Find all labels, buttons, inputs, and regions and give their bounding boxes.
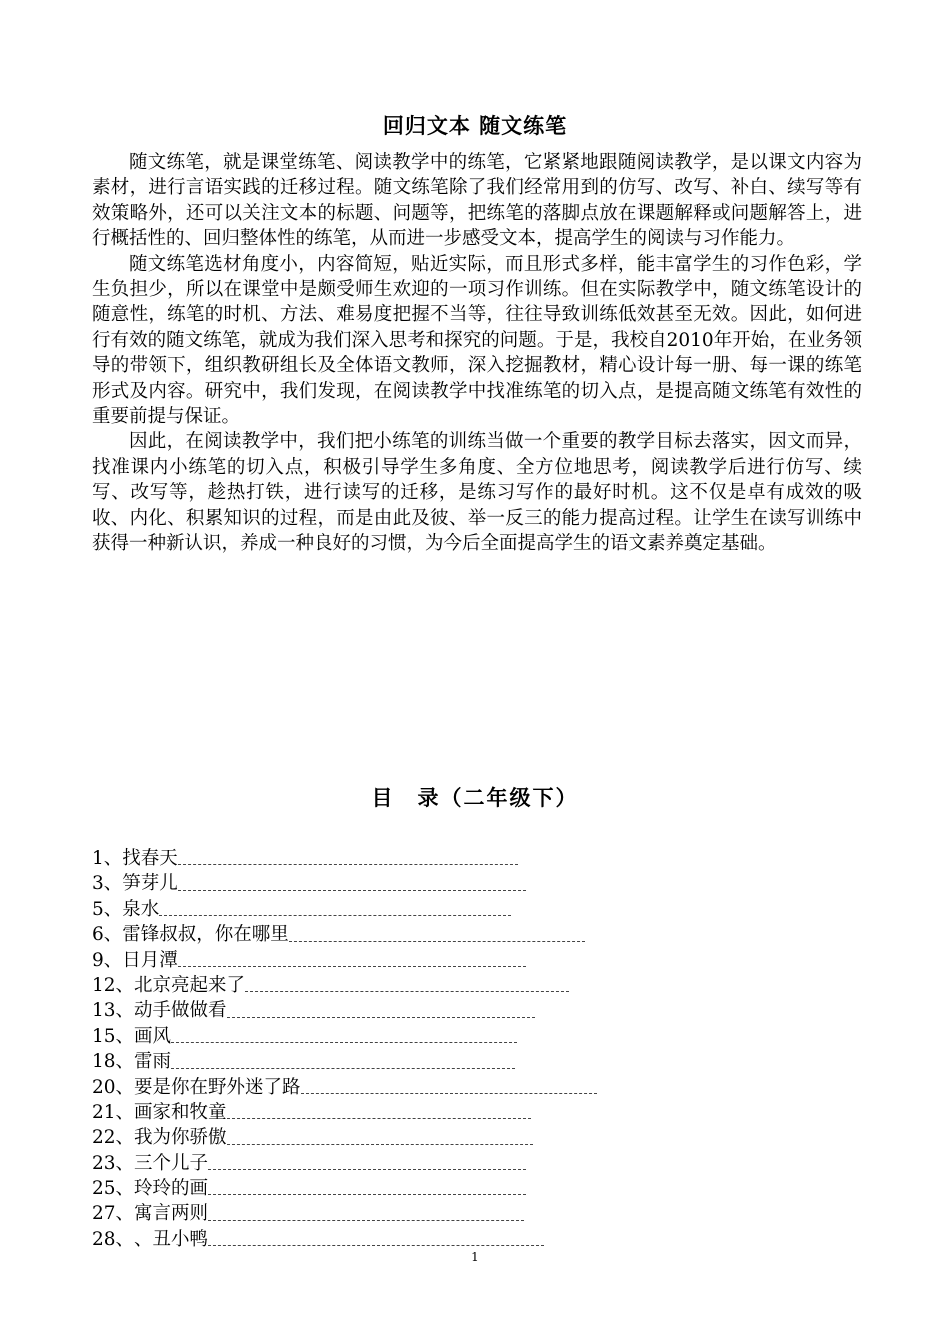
toc-title: 目 录（二年级下） (371, 785, 579, 810)
toc-leader-line (289, 941, 585, 942)
toc-item (92, 1024, 712, 1049)
toc-item-number: 1、 (92, 847, 123, 869)
toc-item-title: 玲玲的画 (134, 1178, 209, 1200)
toc-item-title: 雷锋叔叔，你在哪里 (122, 924, 289, 946)
toc-item-number: 12、 (92, 974, 135, 996)
page-number: 1 (471, 1250, 479, 1264)
toc-item-number: 21、 (92, 1101, 135, 1123)
toc-item-number: 5、 (92, 898, 123, 920)
toc-item-title: 泉水 (122, 898, 160, 920)
toc-item-title: 画风 (134, 1025, 172, 1047)
toc-item-title: 雷雨 (134, 1051, 172, 1073)
toc-item-title: 三个儿子 (134, 1152, 209, 1174)
toc-item (92, 1125, 712, 1150)
toc-item-title: 画家和牧童 (134, 1101, 227, 1123)
toc-item (92, 948, 712, 973)
toc-item-number: 20、 (92, 1076, 135, 1098)
toc-leader-line (208, 1220, 524, 1221)
toc-item (92, 1151, 712, 1176)
toc-item-number: 9、 (92, 949, 123, 971)
toc-leader-line (245, 991, 569, 992)
toc-item (92, 1176, 712, 1201)
toc-item (92, 897, 712, 922)
toc-item-number: 25、 (92, 1178, 135, 1200)
paragraph-1: 随文练笔，就是课堂练笔、阅读教学中的练笔，它紧紧地跟随阅读教学，是以课文内容为素材，进行言语实践的迁移过程。随文练笔除了我们经常用到的仿写、改写、补白、续写等有效策略外，还可以关注文本的标题、问题等，把练笔的落脚点放在课题解释或问题解答上，进行概括性的、回归整体性的练笔，从而进一步感受文本，提高学生的阅读与习作能力。 (92, 152, 862, 250)
toc-item-title: 要是你在野外迷了路 (134, 1076, 301, 1098)
toc-leader-line (208, 1194, 526, 1195)
toc-item-title: 日月潭 (122, 949, 178, 971)
toc-item (92, 1075, 712, 1100)
toc-leader-line (227, 1017, 535, 1018)
toc-leader-line (301, 1093, 597, 1094)
toc-item-number: 6、 (92, 924, 123, 946)
toc-leader-line (159, 915, 511, 916)
toc-item (92, 1201, 712, 1226)
toc-item (92, 922, 712, 947)
toc-leader-line (208, 1245, 544, 1246)
document-title: 回归文本 随文练笔 (382, 113, 568, 138)
toc-item-number: 15、 (92, 1025, 135, 1047)
toc-item-number: 23、 (92, 1152, 135, 1174)
toc-item-title: 动手做做看 (134, 1000, 227, 1022)
toc-item-number: 18、 (92, 1051, 135, 1073)
toc-leader-line (178, 890, 526, 891)
toc-leader-line (227, 1144, 533, 1145)
paragraph-3: 因此，在阅读教学中，我们把小练笔的训练当做一个重要的教学目标去落实，因文而异，找准课内小练笔的切入点，积极引导学生多角度、全方位地思考，阅读教学后进行仿写、续写、改写等，趁热打铁，进行读写的迁移，是练习写作的最好时机。这不仅是卓有成效的吸收、内化、积累知识的过程，而是由此及彼、举一反三的能力提高过程。让学生在读写训练中获得一种新认识，养成一种良好的习惯，为今后全面提高学生的语文素养奠定基础。 (92, 431, 862, 555)
toc-leader-line (178, 966, 526, 967)
toc-item-number: 27、 (92, 1203, 135, 1225)
toc-item-title: 寓言两则 (134, 1203, 209, 1225)
toc-leader-line (227, 1118, 531, 1119)
toc-item-title: 我为你骄傲 (134, 1127, 227, 1149)
toc-item-title: 、丑小鸭 (134, 1228, 209, 1250)
toc-leader-line (171, 1068, 515, 1069)
toc-item-number: 22、 (92, 1127, 135, 1149)
toc-leader-line (208, 1169, 526, 1170)
toc-leader-line (178, 864, 518, 865)
toc-item (92, 871, 712, 896)
body-text (92, 150, 862, 557)
toc-item-number: 28、 (92, 1228, 135, 1250)
toc-item-title: 北京亮起来了 (134, 974, 246, 996)
toc-item-number: 13、 (92, 1000, 135, 1022)
toc-item (92, 998, 712, 1023)
toc-leader-line (171, 1042, 517, 1043)
toc-item-title: 笋芽儿 (122, 873, 178, 895)
toc-item-title: 找春天 (122, 847, 178, 869)
toc-item-number: 3、 (92, 873, 123, 895)
toc-item (92, 1049, 712, 1074)
paragraph-2: 随文练笔选材角度小，内容简短，贴近实际，而且形式多样，能丰富学生的习作色彩，学生负担少，所以在课堂中是颇受师生欢迎的一项习作训练。但在实际教学中，随文练笔设计的随意性，练笔的时机、方法、难易度把握不当等，往往导致训练低效甚至无效。因此，如何进行有效的随文练笔，就成为我们深入思考和探究的问题。于是，我校自2010年开始，在业务领导的带领下，组织教研组长及全体语文教师，深入挖掘教材，精心设计每一册、每一课的练笔形式及内容。研究中，我们发现，在阅读教学中找准练笔的切入点，是提高随文练笔有效性的重要前提与保证。 (92, 253, 862, 428)
toc-item (92, 1100, 712, 1125)
toc-item (92, 973, 712, 998)
toc-item (92, 846, 712, 871)
table-of-contents (92, 846, 712, 1252)
toc-item (92, 1227, 712, 1252)
